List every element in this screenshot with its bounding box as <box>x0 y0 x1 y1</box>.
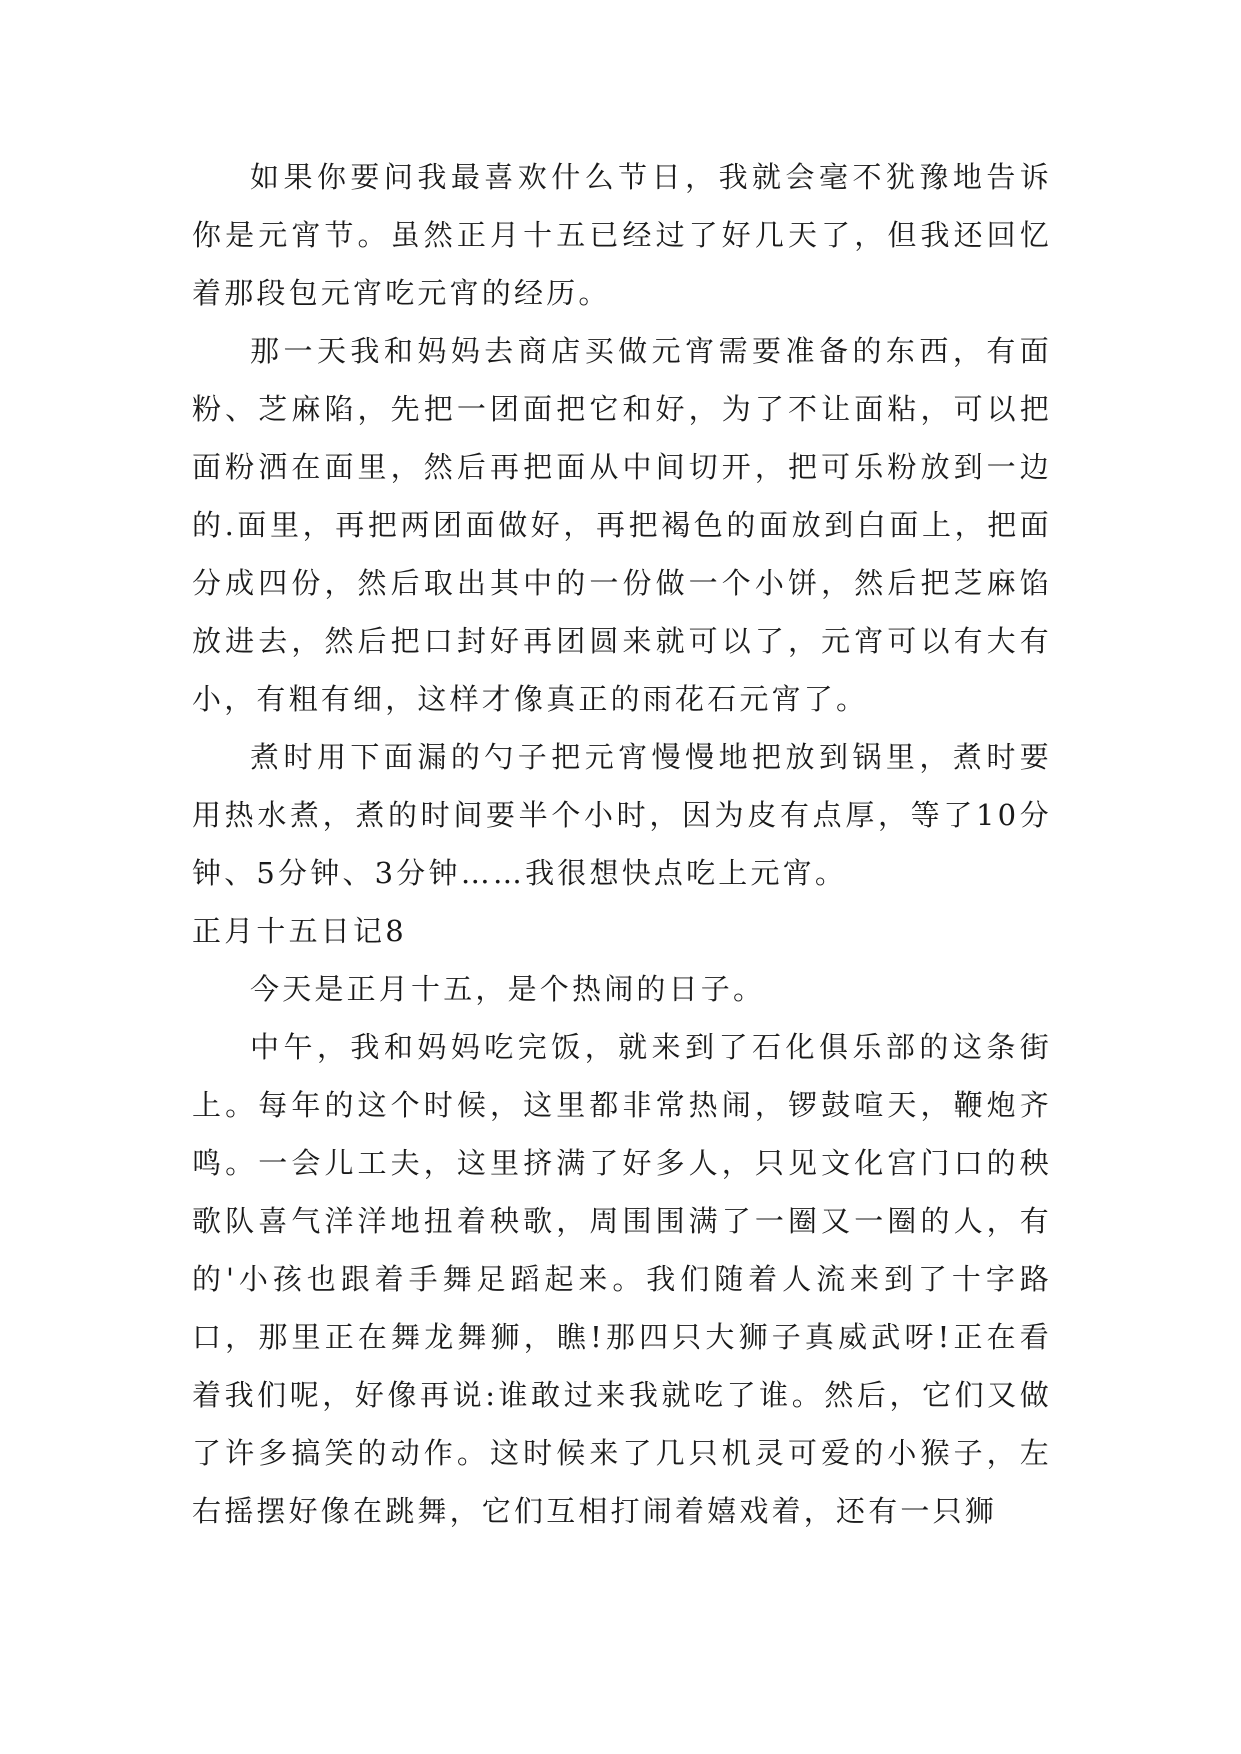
paragraph: 煮时用下面漏的勺子把元宵慢慢地把放到锅里，煮时要用热水煮，煮的时间要半个小时，因为皮有点厚，等了10分钟、5分钟、3分钟……我很想快点吃上元宵。 <box>192 740 1052 890</box>
paragraph: 中午，我和妈妈吃完饭，就来到了石化俱乐部的这条街上。每年的这个时候，这里都非常热闹，锣鼓喧天，鞭炮齐鸣。一会儿工夫，这里挤满了好多人，只见文化宫门口的秧歌队喜气洋洋地扭着秧歌，周围围满了一圈又一圈的人，有的'小孩也跟着手舞足蹈起来。我们随着人流来到了十字路口，那里正在舞龙舞狮，瞧!那四只大狮子真威武呀!正在看着我们呢，好像再说:谁敢过来我就吃了谁。然后，它们又做了许多搞笑的动作。这时候来了几只机灵可爱的小猴子，左右摇摆好像在跳舞，它们互相打闹着嬉戏着，还有一只狮 <box>192 1030 1052 1528</box>
paragraph: 如果你要问我最喜欢什么节日，我就会毫不犹豫地告诉你是元宵节。虽然正月十五已经过了好几天了，但我还回忆着那段包元宵吃元宵的经历。 <box>192 160 1052 310</box>
paragraph: 那一天我和妈妈去商店买做元宵需要准备的东西，有面粉、芝麻陷，先把一团面把它和好，为了不让面粘，可以把面粉洒在面里，然后再把面从中间切开，把可乐粉放到一边的.面里，再把两团面做好，再把褐色的面放到白面上，把面分成四份，然后取出其中的一份做一个小饼，然后把芝麻馅放进去，然后把口封好再团圆来就可以了，元宵可以有大有小，有粗有细，这样才像真正的雨花石元宵了。 <box>192 334 1052 716</box>
document-body <box>192 148 1052 1540</box>
paragraph: 今天是正月十五，是个热闹的日子。 <box>250 972 766 1006</box>
section-title: 正月十五日记8 <box>192 914 407 948</box>
